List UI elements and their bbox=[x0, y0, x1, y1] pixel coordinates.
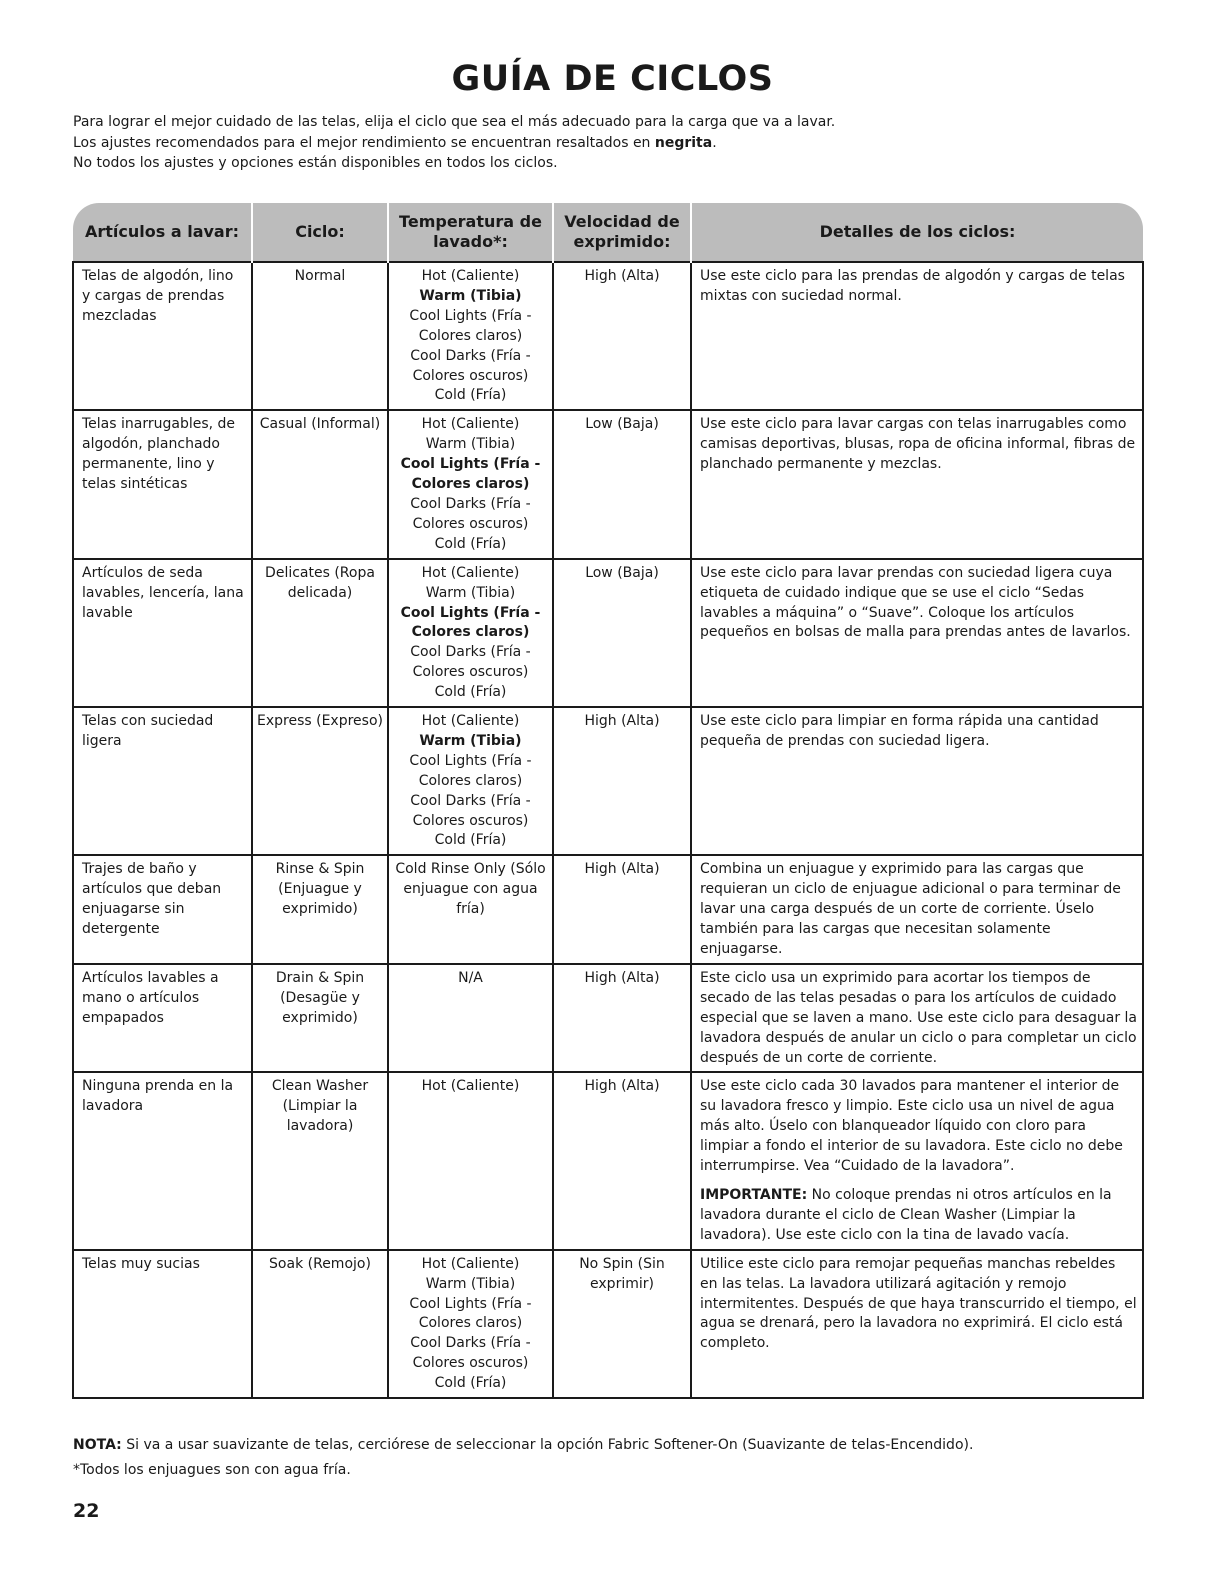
temperature-option: Hot (Caliente) bbox=[421, 1078, 520, 1095]
table-row bbox=[73, 1250, 1143, 1398]
intro-bold-word: negrita bbox=[654, 134, 713, 151]
details-cell bbox=[691, 1072, 1143, 1249]
temperature-option: Cool Darks (Fría - Colores oscuros) bbox=[410, 495, 531, 532]
table-row bbox=[73, 707, 1143, 855]
temperature-option: Cool Lights (Fría - Colores claros) bbox=[409, 752, 532, 789]
temperature-option: Cool Lights (Fría - Colores claros) bbox=[400, 604, 541, 641]
details-cell bbox=[691, 1250, 1143, 1398]
items-cell: Artículos de seda lavables, lencería, lana lavable bbox=[73, 559, 252, 707]
cycle-cell: Clean Washer (Limpiar la lavadora) bbox=[252, 1072, 388, 1249]
rinse-footnote: *Todos los enjuagues son con agua fría. bbox=[73, 1462, 351, 1478]
items-cell: Trajes de baño y artículos que deban enjuagarse sin detergente bbox=[73, 855, 252, 964]
spin-cell: High (Alta) bbox=[553, 707, 691, 855]
items-cell: Telas inarrugables, de algodón, planchado permanente, lino y telas sintéticas bbox=[73, 410, 252, 558]
intro-line-3: No todos los ajustes y opciones están disponibles en todos los ciclos. bbox=[73, 155, 558, 171]
important-note bbox=[700, 1186, 1137, 1246]
table-row bbox=[73, 410, 1143, 558]
details-text: Combina un enjuague y exprimido para las cargas que requieran un ciclo de enjuague adicional o para terminar de lavar una carga después de un corte de corriente. Úselo también para las cargas que necesitan solamente enjuagarse. bbox=[700, 861, 1121, 957]
details-text: Use este ciclo para limpiar en forma rápida una cantidad pequeña de prendas con suciedad ligera. bbox=[700, 713, 1099, 749]
temperature-option: Hot (Caliente) bbox=[421, 1255, 520, 1272]
header-cycle-details: Detalles de los ciclos: bbox=[691, 203, 1143, 262]
temperature-option: Cold Rinse Only (Sólo enjuague con agua fría) bbox=[395, 861, 546, 918]
temperature-option: Cool Darks (Fría - Colores oscuros) bbox=[410, 792, 531, 829]
spin-cell: Low (Baja) bbox=[553, 410, 691, 558]
temperature-option: Hot (Caliente) bbox=[421, 268, 520, 284]
items-cell: Telas de algodón, lino y cargas de prendas mezcladas bbox=[73, 262, 252, 410]
temperature-option: N/A bbox=[458, 969, 483, 986]
temperature-cell bbox=[388, 964, 553, 1073]
temperature-option: Cool Lights (Fría - Colores claros) bbox=[400, 456, 541, 493]
details-cell bbox=[691, 559, 1143, 707]
intro-text bbox=[73, 112, 1153, 174]
details-text: Use este ciclo para lavar prendas con suciedad ligera cuya etiqueta de cuidado indique que se use el ciclo “Sedas lavables a máquina” o “Suave”. Coloque los artículos pequeños en bolsas de malla para prendas antes de lavarlos. bbox=[700, 564, 1131, 641]
intro-line-1: Para lograr el mejor cuidado de las telas, elija el ciclo que sea el más adecuado para la carga que va a lavar. bbox=[73, 114, 836, 130]
temperature-cell bbox=[388, 262, 553, 410]
header-items: Artículos a lavar: bbox=[73, 203, 252, 262]
details-text: Use este ciclo para las prendas de algodón y cargas de telas mixtas con suciedad normal. bbox=[700, 268, 1125, 304]
temperature-option: Cool Darks (Fría - Colores oscuros) bbox=[410, 347, 531, 384]
temperature-option: Cold (Fría) bbox=[434, 1375, 507, 1392]
table-body bbox=[73, 262, 1143, 1398]
details-cell bbox=[691, 262, 1143, 410]
spin-cell: High (Alta) bbox=[553, 855, 691, 964]
details-text: Este ciclo usa un exprimido para acortar los tiempos de secado de las telas pesadas o para los artículos de cuidado especial que se laven a mano. Use este ciclo para desaguar la lavadora después de anular un ciclo o para completar un ciclo después de un corte de corriente. bbox=[700, 969, 1138, 1066]
important-text: No coloque prendas ni otros artículos en la lavadora durante el ciclo de Clean Washer (Limpiar la lavadora). Use este ciclo con la tina de lavado vacía. bbox=[700, 1186, 1112, 1243]
cycle-cell: Rinse & Spin (Enjuague y exprimido) bbox=[252, 855, 388, 964]
important-label: IMPORTANTE: bbox=[700, 1186, 808, 1203]
temperature-option: Cool Darks (Fría - Colores oscuros) bbox=[410, 644, 531, 681]
cycle-cell: Delicates (Ropa delicada) bbox=[252, 559, 388, 707]
cycle-guide-table bbox=[72, 203, 1144, 1399]
note-line bbox=[73, 1433, 1163, 1458]
spin-cell: No Spin (Sin exprimir) bbox=[553, 1250, 691, 1398]
page-title: GUÍA DE CICLOS bbox=[451, 59, 774, 99]
page-number: 22 bbox=[73, 1500, 100, 1522]
note-label: NOTA: bbox=[73, 1437, 122, 1453]
note-text: Si va a usar suavizante de telas, cerciórese de seleccionar la opción Fabric Softener-On (Suavizante de telas-Encendido). bbox=[121, 1437, 974, 1453]
cycle-cell: Soak (Remojo) bbox=[252, 1250, 388, 1398]
items-cell: Telas muy sucias bbox=[73, 1250, 252, 1398]
cycle-cell: Drain & Spin (Desagüe y exprimido) bbox=[252, 964, 388, 1073]
temperature-option: Warm (Tibia) bbox=[425, 1275, 516, 1292]
intro-line-2-end: . bbox=[712, 134, 717, 151]
temperature-option: Cool Darks (Fría - Colores oscuros) bbox=[410, 1335, 531, 1372]
details-cell bbox=[691, 707, 1143, 855]
temperature-cell bbox=[388, 1250, 553, 1398]
spin-cell: High (Alta) bbox=[553, 964, 691, 1073]
details-cell bbox=[691, 855, 1143, 964]
items-cell: Telas con suciedad ligera bbox=[73, 707, 252, 855]
temperature-option: Cool Lights (Fría - Colores claros) bbox=[409, 1295, 532, 1332]
details-cell bbox=[691, 410, 1143, 558]
temperature-option: Hot (Caliente) bbox=[421, 416, 520, 433]
table-row bbox=[73, 262, 1143, 410]
temperature-cell bbox=[388, 855, 553, 964]
temperature-option: Cold (Fría) bbox=[434, 387, 507, 404]
cycle-cell: Casual (Informal) bbox=[252, 410, 388, 558]
temperature-option: Hot (Caliente) bbox=[421, 564, 520, 581]
details-text: Utilice este ciclo para remojar pequeñas manchas rebeldes en las telas. La lavadora utilizará agitación y remojo intermitentes. Después de que haya transcurrido el tiempo, el agua se drenará, pero la lavadora no exprimirá. El ciclo está completo. bbox=[700, 1255, 1137, 1352]
spin-cell: High (Alta) bbox=[553, 1072, 691, 1249]
intro-line-2 bbox=[73, 133, 1153, 154]
table-row bbox=[73, 964, 1143, 1073]
details-text: Use este ciclo para lavar cargas con telas inarrugables como camisas deportivas, blusas, ropa de oficina informal, fibras de planchado permanente y mezclas. bbox=[700, 416, 1136, 473]
temperature-option: Warm (Tibia) bbox=[425, 584, 516, 601]
header-cycle: Ciclo: bbox=[252, 203, 388, 262]
header-temperature: Temperatura de lavado*: bbox=[388, 203, 553, 262]
items-cell: Ninguna prenda en la lavadora bbox=[73, 1072, 252, 1249]
table-row bbox=[73, 559, 1143, 707]
temperature-cell bbox=[388, 410, 553, 558]
temperature-cell bbox=[388, 1072, 553, 1249]
intro-line-2-text: Los ajustes recomendados para el mejor rendimiento se encuentran resaltados en bbox=[73, 134, 655, 151]
cycle-cell: Express (Expreso) bbox=[252, 707, 388, 855]
spin-cell: Low (Baja) bbox=[553, 559, 691, 707]
temperature-option: Cold (Fría) bbox=[434, 832, 507, 849]
header-spin-speed: Velocidad de exprimido: bbox=[553, 203, 691, 262]
details-cell bbox=[691, 964, 1143, 1073]
table-header-row bbox=[73, 203, 1143, 262]
cycle-cell: Normal bbox=[252, 262, 388, 410]
temperature-option: Warm (Tibia) bbox=[419, 732, 522, 749]
temperature-cell bbox=[388, 559, 553, 707]
temperature-option: Warm (Tibia) bbox=[419, 287, 522, 304]
temperature-option: Warm (Tibia) bbox=[425, 436, 516, 453]
temperature-option: Cold (Fría) bbox=[434, 684, 507, 701]
temperature-cell bbox=[388, 707, 553, 855]
temperature-option: Cold (Fría) bbox=[434, 535, 507, 552]
details-text: Use este ciclo cada 30 lavados para mantener el interior de su lavadora fresco y limpio. Este ciclo usa un nivel de agua más alto. Úselo con blanqueador líquido con cloro para limpiar a fondo el interior de su lavadora. Este ciclo no debe interrumpirse. Vea “Cuidado de la lavadora”. bbox=[700, 1078, 1123, 1175]
spin-cell: High (Alta) bbox=[553, 262, 691, 410]
temperature-option: Hot (Caliente) bbox=[421, 713, 520, 730]
table-row bbox=[73, 855, 1143, 964]
items-cell: Artículos lavables a mano o artículos empapados bbox=[73, 964, 252, 1073]
temperature-option: Cool Lights (Fría - Colores claros) bbox=[409, 307, 532, 344]
footnotes bbox=[73, 1433, 1163, 1483]
table-row bbox=[73, 1072, 1143, 1249]
